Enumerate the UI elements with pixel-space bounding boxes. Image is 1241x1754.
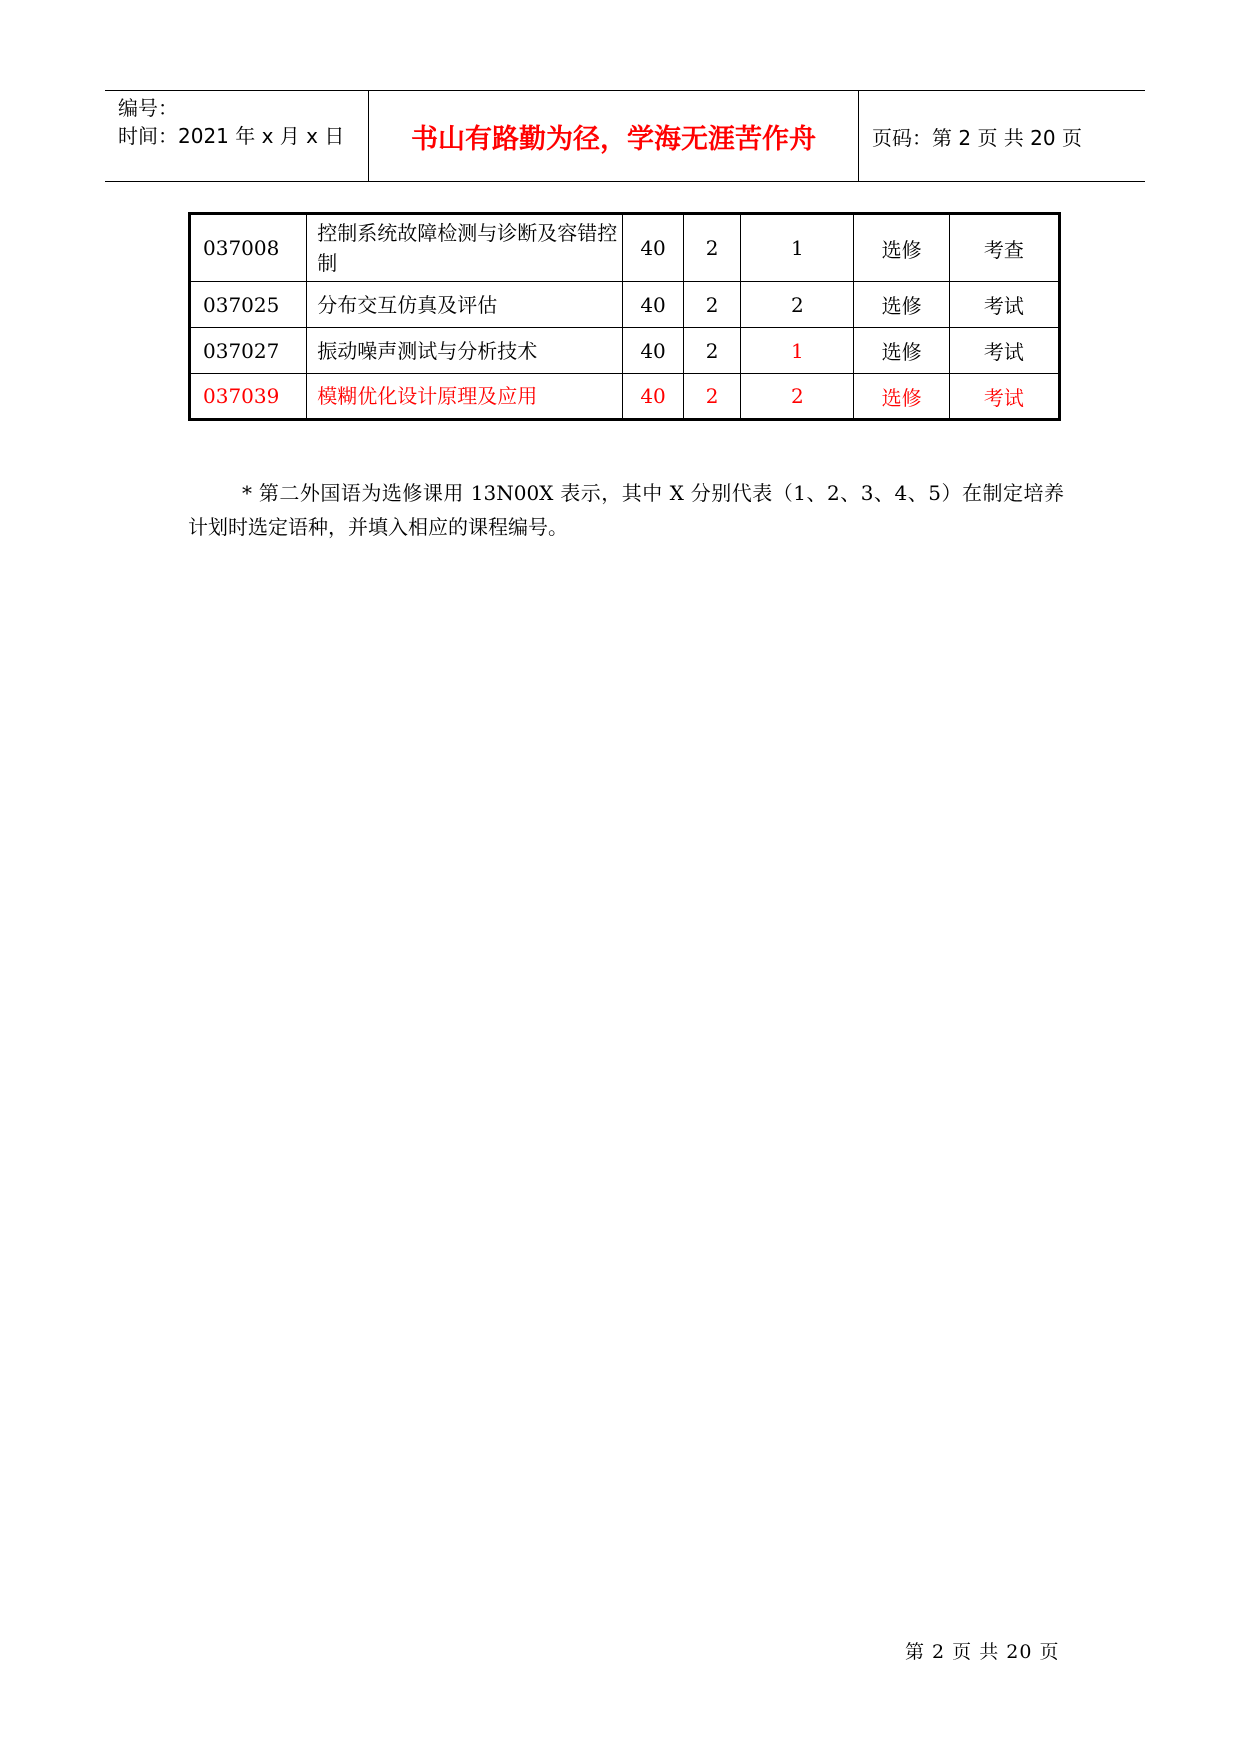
course-type: 选修	[854, 214, 949, 282]
course-assessment: 考试	[949, 328, 1059, 374]
document-number-label: 编号：	[118, 96, 178, 120]
course-name: 分布交互仿真及评估	[307, 282, 623, 328]
course-credits: 2	[684, 328, 741, 374]
course-credits: 2	[684, 214, 741, 282]
course-credits: 2	[684, 374, 741, 420]
table-row	[190, 374, 1060, 420]
course-name: 控制系统故障检测与诊断及容错控制	[307, 214, 623, 282]
course-semester: 2	[741, 374, 854, 420]
course-code: 037039	[190, 374, 307, 420]
footnote: * 第二外国语为选修课用 13N00X 表示，其中 X 分别代表（1、2、3、4、5）在制定培养计划时选定语种，并填入相应的课程编号。	[188, 481, 1064, 539]
header-motto: 书山有路勤为径，学海无涯苦作舟	[369, 91, 859, 181]
course-hours: 40	[622, 214, 683, 282]
course-code: 037027	[190, 328, 307, 374]
course-semester: 2	[741, 282, 854, 328]
header-meta	[105, 91, 369, 181]
course-assessment: 考查	[949, 214, 1059, 282]
page-header	[105, 90, 1145, 182]
table-row	[190, 214, 1060, 282]
course-table	[188, 212, 1061, 421]
course-name: 模糊优化设计原理及应用	[307, 374, 623, 420]
course-type: 选修	[854, 328, 949, 374]
course-semester: 1	[741, 328, 854, 374]
course-semester: 1	[741, 214, 854, 282]
course-code: 037025	[190, 282, 307, 328]
course-assessment: 考试	[949, 374, 1059, 420]
course-hours: 40	[622, 374, 683, 420]
document-time-label: 时间：2021 年 x 月 x 日	[118, 124, 345, 148]
course-name: 振动噪声测试与分析技术	[307, 328, 623, 374]
page-footer: 第 2 页 共 20 页	[905, 1641, 1060, 1663]
course-hours: 40	[622, 328, 683, 374]
header-page-label: 页码：第 2 页 共 20 页	[872, 125, 1082, 150]
table-row	[190, 282, 1060, 328]
course-credits: 2	[684, 282, 741, 328]
course-assessment: 考试	[949, 282, 1059, 328]
course-type: 选修	[854, 374, 949, 420]
course-hours: 40	[622, 282, 683, 328]
table-row	[190, 328, 1060, 374]
course-code: 037008	[190, 214, 307, 282]
course-type: 选修	[854, 282, 949, 328]
